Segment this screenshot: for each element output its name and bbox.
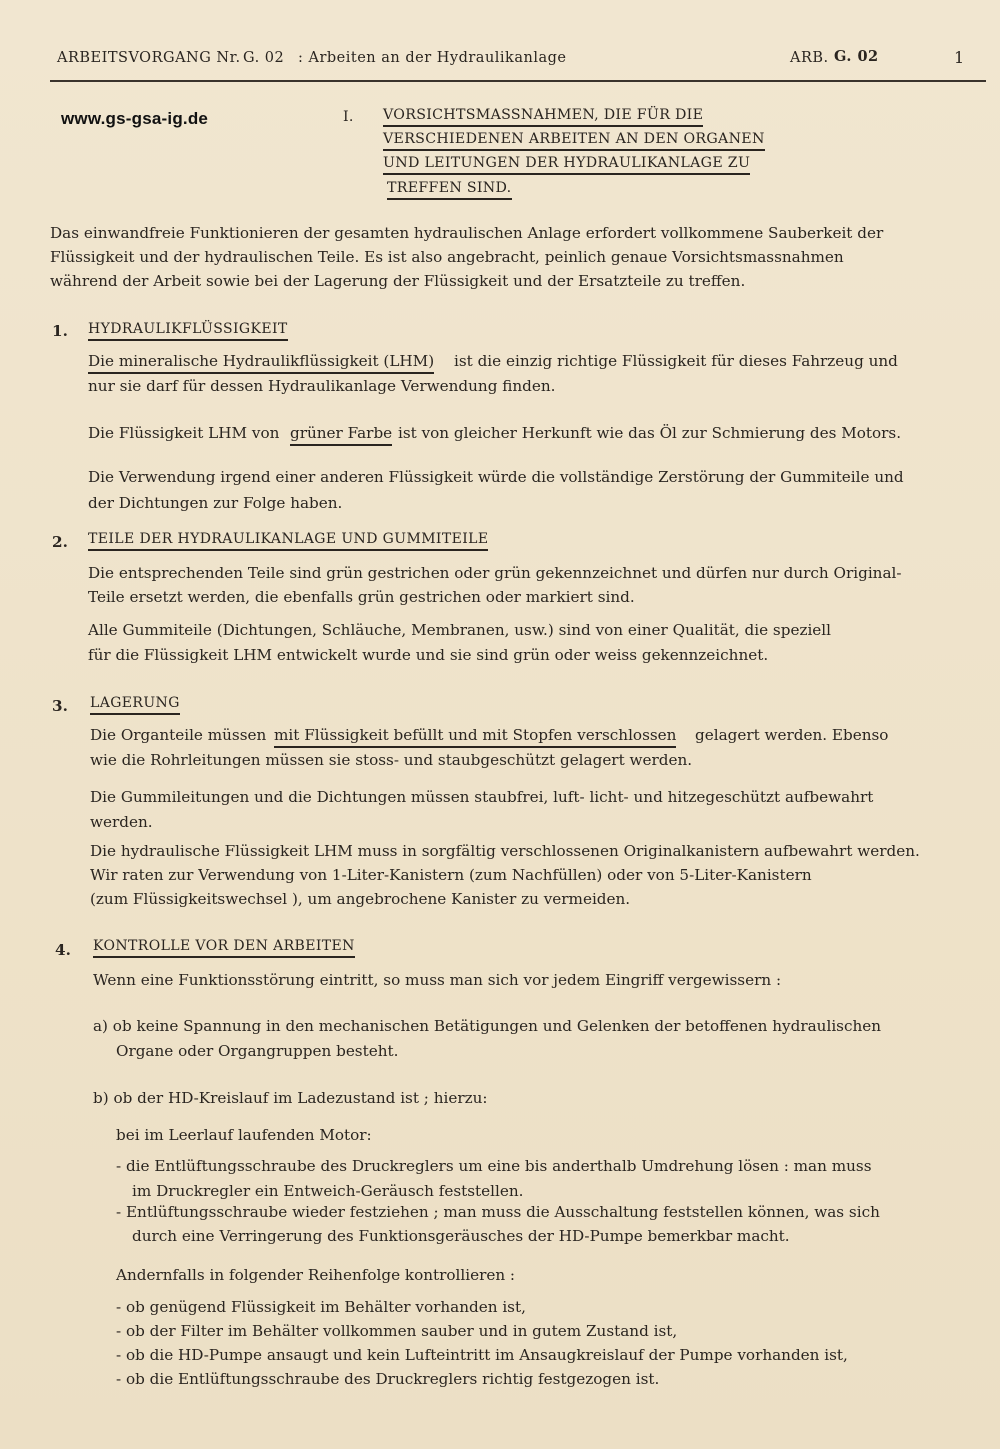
body-text: Die entsprechenden Teile sind grün gestrichen oder grün gekennzeichnet und dürfen nur durch Original- bbox=[88, 564, 902, 582]
body-text: - ob genügend Flüssigkeit im Behälter vorhanden ist, bbox=[116, 1298, 526, 1316]
section-3-number: 3. bbox=[52, 697, 68, 715]
body-text: Organe oder Organgruppen besteht. bbox=[116, 1042, 399, 1060]
body-text: wie die Rohrleitungen müssen sie stoss- und staubgeschützt gelagert werden. bbox=[90, 751, 693, 769]
page-number: 1 bbox=[954, 48, 965, 67]
body-text: Die Flüssigkeit LHM von bbox=[88, 424, 280, 442]
storage-underlined: mit Flüssigkeit befüllt und mit Stopfen verschlossen bbox=[274, 726, 676, 748]
section-1-number: 1. bbox=[52, 322, 68, 340]
section-1-heading: HYDRAULIKFLÜSSIGKEIT bbox=[88, 321, 288, 341]
body-text: bei im Leerlauf laufenden Motor: bbox=[116, 1126, 372, 1144]
intro-line: Flüssigkeit und der hydraulischen Teile. Es ist also angebracht, peinlich genaue Vorsichtsmassnahmen bbox=[50, 248, 844, 266]
body-text: für die Flüssigkeit LHM entwickelt wurde und sie sind grün oder weiss gekennzeichnet. bbox=[88, 646, 769, 664]
section-4-number: 4. bbox=[55, 941, 71, 959]
body-text: gelagert werden. Ebenso bbox=[695, 726, 889, 744]
section-3-heading: LAGERUNG bbox=[90, 695, 180, 715]
body-text: Teile ersetzt werden, die ebenfalls grün gestrichen oder markiert sind. bbox=[88, 588, 635, 606]
body-text: Wenn eine Funktionsstörung eintritt, so muss man sich vor jedem Eingriff vergewissern : bbox=[93, 971, 782, 989]
header-arb-code: G. 02 bbox=[834, 48, 879, 65]
body-text: Die Gummileitungen und die Dichtungen müssen staubfrei, luft- licht- und hitzegeschützt aufbewahrt bbox=[90, 788, 874, 806]
green-color-underlined: grüner Farbe bbox=[290, 424, 392, 446]
body-text: - ob die Entlüftungsschraube des Druckreglers richtig festgezogen ist. bbox=[116, 1370, 660, 1388]
body-text: Die Verwendung irgend einer anderen Flüssigkeit würde die vollständige Zerstörung der Gummiteile und bbox=[88, 468, 904, 486]
website-watermark: www.gs-gsa-ig.de bbox=[61, 109, 209, 128]
body-text: Wir raten zur Verwendung von 1-Liter-Kanistern (zum Nachfüllen) oder von 5-Liter-Kanistern bbox=[90, 866, 812, 884]
body-text: Die Organteile müssen bbox=[90, 726, 267, 744]
section-title-line: VERSCHIEDENEN ARBEITEN AN DEN ORGANEN bbox=[383, 131, 765, 151]
body-text: der Dichtungen zur Folge haben. bbox=[88, 494, 343, 512]
header-label: ARBEITSVORGANG Nr. bbox=[57, 50, 241, 66]
body-text: - ob die HD-Pumpe ansaugt und kein Lufteintritt im Ansaugkreislauf der Pumpe vorhanden ist, bbox=[116, 1346, 848, 1364]
body-text: werden. bbox=[90, 813, 153, 831]
header-code: G. 02 bbox=[243, 50, 285, 66]
body-text: Die hydraulische Flüssigkeit LHM muss in sorgfältig verschlossenen Originalkanistern aufbewahrt werden. bbox=[90, 842, 920, 860]
body-text: nur sie darf für dessen Hydraulikanlage Verwendung finden. bbox=[88, 377, 556, 395]
lhm-underlined: Die mineralische Hydraulikflüssigkeit (LHM) bbox=[88, 352, 434, 374]
intro-line: während der Arbeit sowie bei der Lagerung der Flüssigkeit und der Ersatzteile zu treffen. bbox=[50, 272, 746, 290]
section-4-heading: KONTROLLE VOR DEN ARBEITEN bbox=[93, 938, 355, 958]
section-2-heading: TEILE DER HYDRAULIKANLAGE UND GUMMITEILE bbox=[88, 531, 488, 551]
body-text: Andernfalls in folgender Reihenfolge kontrollieren : bbox=[116, 1266, 516, 1284]
header-title: : Arbeiten an der Hydraulikanlage bbox=[298, 50, 567, 66]
header-rule bbox=[50, 80, 986, 82]
body-text: - Entlüftungsschraube wieder festziehen ; man muss die Ausschaltung feststellen können, was sich bbox=[116, 1203, 880, 1221]
section-number: I. bbox=[343, 109, 354, 125]
body-text: durch eine Verringerung des Funktionsgeräusches der HD-Pumpe bemerkbar macht. bbox=[132, 1227, 790, 1245]
section-2-number: 2. bbox=[52, 533, 68, 551]
body-text: a) ob keine Spannung in den mechanischen Betätigungen und Gelenken der betoffenen hydraulischen bbox=[93, 1017, 882, 1035]
body-text: (zum Flüssigkeitswechsel ), um angebrochene Kanister zu vermeiden. bbox=[90, 890, 631, 908]
section-title-line: VORSICHTSMASSNAHMEN, DIE FÜR DIE bbox=[383, 107, 703, 127]
body-text: ist die einzig richtige Flüssigkeit für dieses Fahrzeug und bbox=[454, 352, 898, 370]
body-text: Alle Gummiteile (Dichtungen, Schläuche, Membranen, usw.) sind von einer Qualität, die speziell bbox=[88, 621, 831, 639]
body-text: b) ob der HD-Kreislauf im Ladezustand ist ; hierzu: bbox=[93, 1089, 488, 1107]
section-title-line: UND LEITUNGEN DER HYDRAULIKANLAGE ZU bbox=[383, 155, 750, 175]
body-text: im Druckregler ein Entweich-Geräusch feststellen. bbox=[132, 1182, 524, 1200]
intro-line: Das einwandfreie Funktionieren der gesamten hydraulischen Anlage erfordert vollkommene Sauberkeit der bbox=[50, 224, 884, 242]
header-arb: ARB. bbox=[790, 50, 829, 66]
body-text: ist von gleicher Herkunft wie das Öl zur Schmierung des Motors. bbox=[398, 424, 902, 442]
section-title-line: TREFFEN SIND. bbox=[387, 180, 512, 200]
body-text: - die Entlüftungsschraube des Druckreglers um eine bis anderthalb Umdrehung lösen : man muss bbox=[116, 1157, 872, 1175]
body-text: - ob der Filter im Behälter vollkommen sauber und in gutem Zustand ist, bbox=[116, 1322, 678, 1340]
